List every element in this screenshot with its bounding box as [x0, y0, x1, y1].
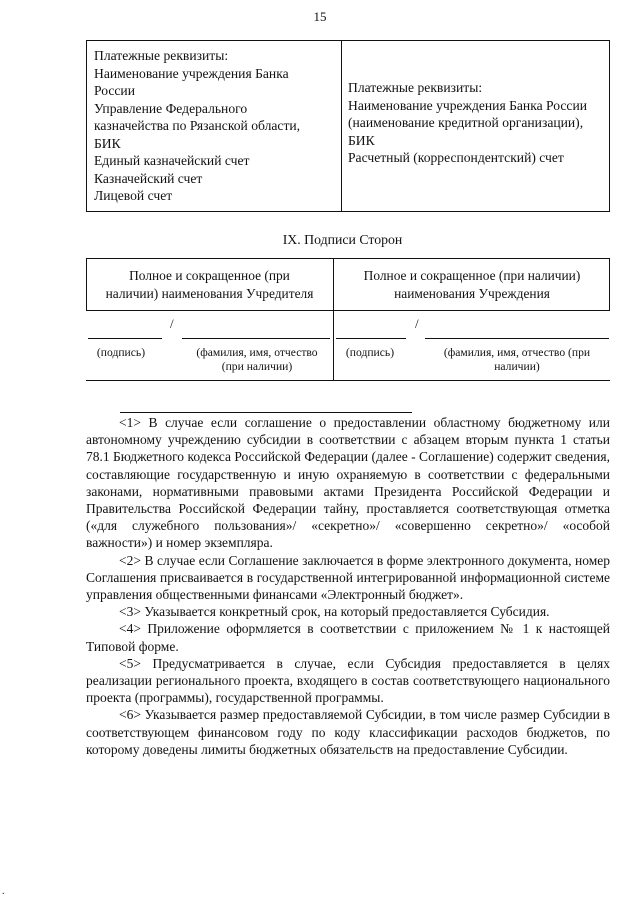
- detail-line: казначейства по Рязанской области,: [94, 118, 301, 133]
- footnote-6: <6> Указывается размер предоставляемой Субсидии, в том числе размер Субсидии в соответствующем финансовом году по коду классификации расходов бюджетов, по которому доведены лимиты бюджетных обязательств на предоставление Субсидии.: [86, 707, 610, 757]
- detail-line: Единый казначейский счет: [94, 153, 250, 168]
- detail-line: Расчетный (корреспондентский) счет: [348, 150, 564, 166]
- name-caption: [182, 346, 332, 374]
- detail-line: Платежные реквизиты:: [94, 48, 229, 63]
- caption-line: наличии): [494, 360, 540, 373]
- detail-line: Казначейский счет: [94, 170, 203, 186]
- signature-caption: (подпись): [96, 346, 146, 359]
- footnote-separator: [120, 412, 412, 413]
- name-line: [182, 338, 330, 339]
- detail-line: (наименование кредитной организации),: [348, 115, 584, 131]
- detail-line: Лицевой счет: [94, 188, 173, 203]
- detail-line: Управление Федерального: [94, 100, 248, 116]
- slash: /: [170, 316, 174, 331]
- footnote-2: <2> В случае если Соглашение заключается в форме электронного документа, номер Соглашения присваивается в государственной интегрированной информационной системе управления общественными финансами «Электронный бюджет».: [86, 552, 610, 603]
- name-caption: [424, 346, 610, 374]
- signatures-table: [86, 258, 610, 381]
- header-line: наличии) наименования Учредителя: [105, 286, 314, 301]
- footnote-5: <5> Предусматривается в случае, если Субсидия предоставляется в целях реализации регионального проекта, входящего в состав соответствующего национального проекта (программы), государственной программы.: [86, 655, 610, 706]
- signature-line: [336, 338, 406, 339]
- detail-line: БИК: [348, 132, 375, 148]
- table-divider: [86, 310, 610, 311]
- header-line: Полное и сокращенное (при: [129, 268, 290, 283]
- founder-payment-details: [87, 41, 342, 212]
- detail-line: Наименование учреждения Банка России: [348, 97, 588, 113]
- header-line: Полное и сокращенное (при наличии): [363, 268, 581, 283]
- section-title: IX. Подписи Сторон: [282, 232, 403, 247]
- footnote-3: <3> Указывается конкретный срок, на который предоставляется Субсидия.: [119, 604, 550, 620]
- header-line: наименования Учреждения: [394, 286, 550, 301]
- page-number: 15: [313, 9, 327, 24]
- caption-line: (фамилия, имя, отчество (при: [443, 346, 591, 359]
- detail-line: Платежные реквизиты:: [348, 80, 483, 96]
- margin-mark: .: [2, 886, 5, 897]
- name-line: [425, 338, 609, 339]
- footnotes: [86, 414, 610, 758]
- detail-line: БИК: [94, 135, 121, 151]
- detail-line: Наименование учреждения Банка: [94, 65, 289, 81]
- caption-line: (при наличии): [221, 360, 293, 373]
- footnote-1: <1> В случае если соглашение о предоставлении областному бюджетному или автономному учреждению субсидии в соответствии с абзацем вторым пункта 1 статьи 78.1 Бюджетного кодекса Российской Федерации (далее - Соглашение) содержит сведения, составляющие государственную и иную охраняемую в соответствии с федеральными законами, нормативными правовыми актами Президента Российской Федерации и Правительства Российской Федерации тайну, проставляется соответствующая отметка («для служебного пользования»/ «секретно»/ «совершенно секретно»/ «особой важности») и номер экземпляра.: [86, 415, 610, 551]
- signature-caption: (подпись): [345, 346, 395, 359]
- institution-payment-details: [342, 41, 610, 212]
- caption-line: (фамилия, имя, отчество: [196, 346, 318, 359]
- slash: /: [415, 316, 419, 331]
- signature-line: [88, 338, 162, 339]
- founder-name-header: [86, 267, 333, 303]
- institution-name-header: [334, 267, 610, 303]
- detail-line: России: [94, 83, 135, 98]
- payment-details-table: [86, 40, 610, 212]
- footnote-4: <4> Приложение оформляется в соответствии с приложением № 1 к настоящей Типовой форме.: [86, 621, 610, 654]
